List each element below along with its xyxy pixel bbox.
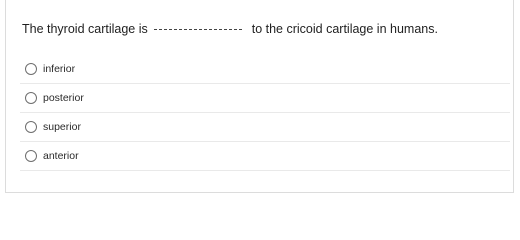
option-anterior[interactable] [20,142,510,171]
option-superior[interactable] [20,113,510,142]
option-label: superior [43,121,81,133]
question-prefix: The thyroid cartilage is [22,22,148,36]
answer-blank [154,28,242,30]
option-label: posterior [43,92,84,104]
radio-button[interactable] [25,150,37,162]
answer-options [20,55,510,171]
radio-button[interactable] [25,121,37,133]
question-suffix: to the cricoid cartilage in humans. [251,22,438,36]
option-inferior[interactable] [20,55,510,84]
question-card [5,0,514,193]
option-posterior[interactable] [20,84,510,113]
option-label: anterior [43,150,79,162]
radio-button[interactable] [25,92,37,104]
question-text [22,21,438,37]
option-label: inferior [43,63,76,75]
radio-button[interactable] [25,63,37,75]
